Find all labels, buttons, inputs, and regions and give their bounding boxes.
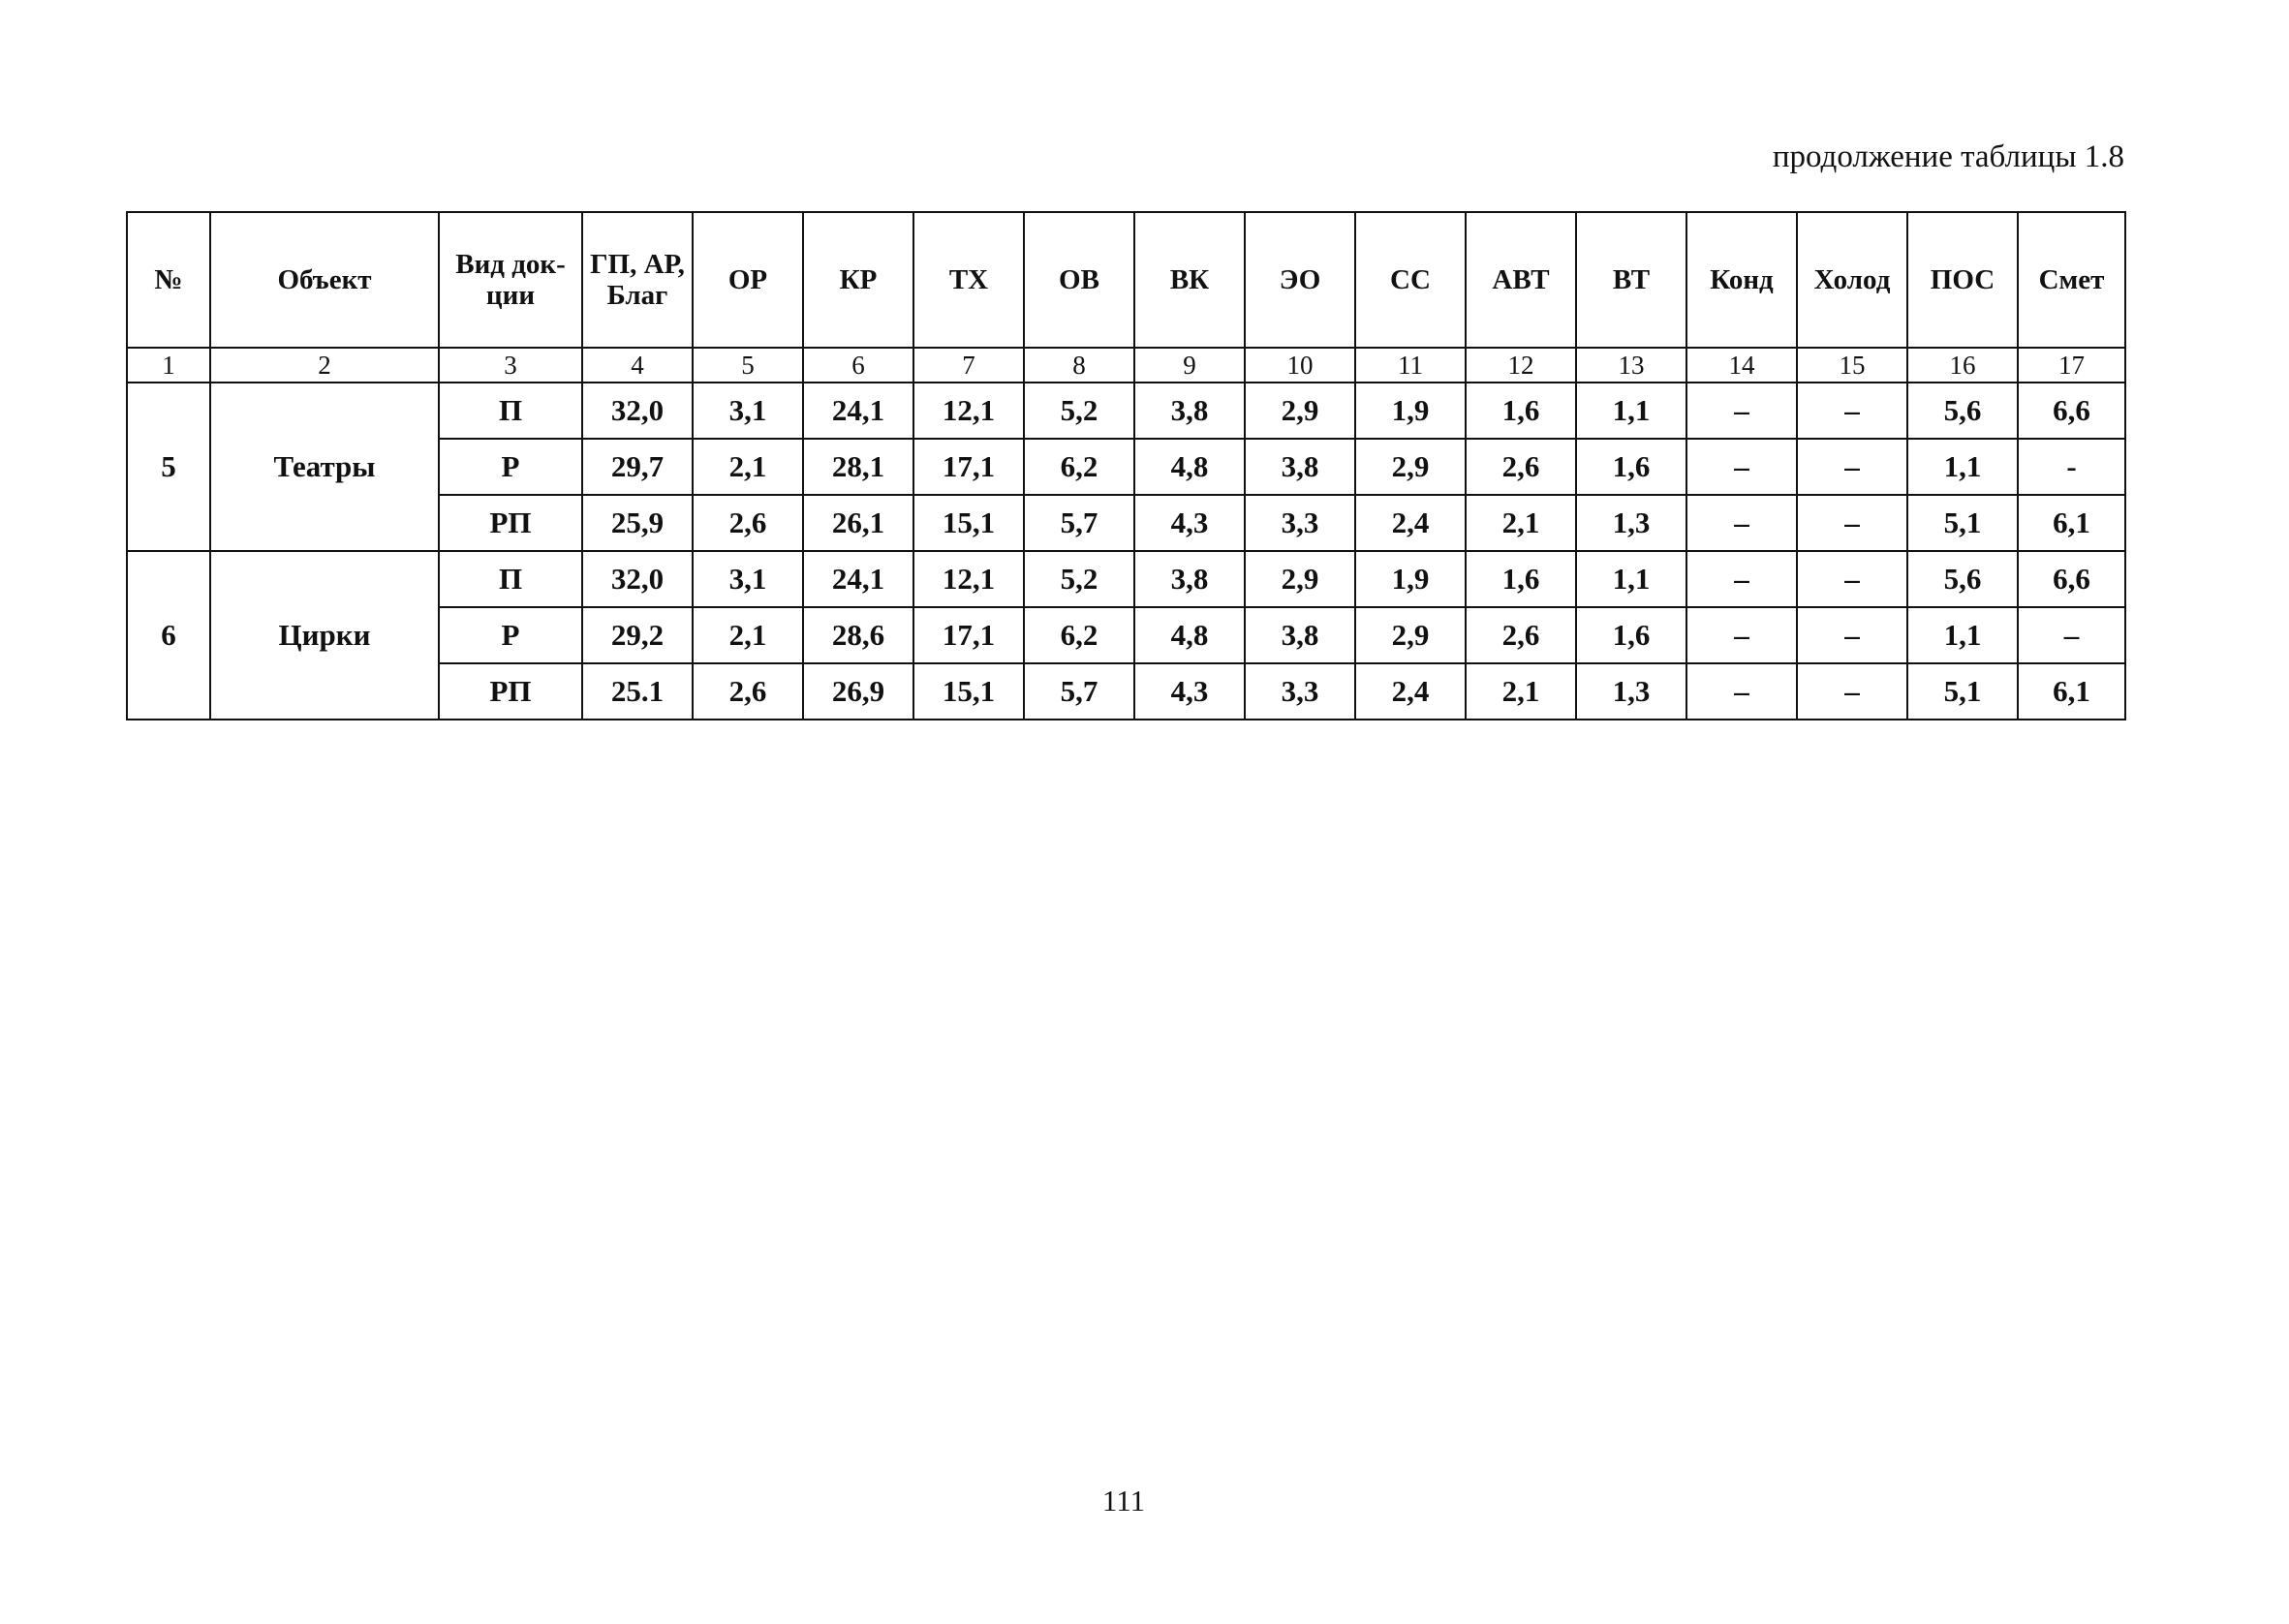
value-cell: 12,1 <box>913 551 1024 607</box>
value-cell: 1,1 <box>1907 607 2018 663</box>
header-cell: № <box>127 212 210 348</box>
header-cell: СС <box>1355 212 1466 348</box>
doc-type-cell: Р <box>439 439 582 495</box>
column-number-row <box>127 348 2125 383</box>
header-cell: ВТ <box>1576 212 1686 348</box>
value-cell: – <box>1797 663 1907 720</box>
column-number-cell: 8 <box>1024 348 1134 383</box>
value-cell: – <box>1797 495 1907 551</box>
column-number-cell: 1 <box>127 348 210 383</box>
value-cell: 1,9 <box>1355 383 1466 439</box>
value-cell: 1,6 <box>1466 551 1576 607</box>
value-cell: 1,9 <box>1355 551 1466 607</box>
page-number: 111 <box>1101 1484 1146 1517</box>
value-cell: 1,6 <box>1576 607 1686 663</box>
value-cell: 25.1 <box>582 663 693 720</box>
value-cell: 2,6 <box>693 495 803 551</box>
value-cell: - <box>2018 439 2125 495</box>
value-cell: 3,3 <box>1245 663 1355 720</box>
value-cell: – <box>1686 383 1797 439</box>
value-cell: 2,1 <box>1466 663 1576 720</box>
header-cell: ПОС <box>1907 212 2018 348</box>
value-cell: 5,1 <box>1907 495 2018 551</box>
value-cell: 28,6 <box>803 607 913 663</box>
value-cell: 3,8 <box>1134 551 1245 607</box>
column-number-cell: 7 <box>913 348 1024 383</box>
header-cell: АВТ <box>1466 212 1576 348</box>
value-cell: 1,6 <box>1466 383 1576 439</box>
header-cell: Смет <box>2018 212 2125 348</box>
column-number-cell: 17 <box>2018 348 2125 383</box>
column-number-cell: 4 <box>582 348 693 383</box>
column-number-cell: 14 <box>1686 348 1797 383</box>
value-cell: – <box>1797 383 1907 439</box>
value-cell: 6,1 <box>2018 663 2125 720</box>
header-cell: ЭО <box>1245 212 1355 348</box>
doc-type-cell: РП <box>439 663 582 720</box>
column-number-cell: 10 <box>1245 348 1355 383</box>
value-cell: – <box>1797 439 1907 495</box>
header-cell: ГП, АР, Благ <box>582 212 693 348</box>
header-cell: ТХ <box>913 212 1024 348</box>
value-cell: 29,2 <box>582 607 693 663</box>
header-cell: КР <box>803 212 913 348</box>
value-cell: 2,1 <box>1466 495 1576 551</box>
value-cell: 3,1 <box>693 551 803 607</box>
value-cell: 2,6 <box>1466 439 1576 495</box>
value-cell: 1,1 <box>1907 439 2018 495</box>
value-cell: 28,1 <box>803 439 913 495</box>
header-row <box>127 212 2125 348</box>
column-number-cell: 9 <box>1134 348 1245 383</box>
value-cell: – <box>1686 663 1797 720</box>
value-cell: 4,3 <box>1134 495 1245 551</box>
row-number-cell: 5 <box>127 383 210 551</box>
object-name-cell: Театры <box>210 383 439 551</box>
value-cell: 2,9 <box>1245 551 1355 607</box>
value-cell: – <box>1686 439 1797 495</box>
value-cell: 2,9 <box>1245 383 1355 439</box>
header-cell: ОВ <box>1024 212 1134 348</box>
value-cell: 1,3 <box>1576 663 1686 720</box>
value-cell: 29,7 <box>582 439 693 495</box>
value-cell: 15,1 <box>913 663 1024 720</box>
header-cell: Конд <box>1686 212 1797 348</box>
data-table <box>126 211 2126 720</box>
value-cell: 1,1 <box>1576 383 1686 439</box>
value-cell: 5,6 <box>1907 551 2018 607</box>
value-cell: 3,1 <box>693 383 803 439</box>
value-cell: 3,3 <box>1245 495 1355 551</box>
value-cell: 6,2 <box>1024 439 1134 495</box>
value-cell: 17,1 <box>913 439 1024 495</box>
value-cell: 5,1 <box>1907 663 2018 720</box>
value-cell: 6,1 <box>2018 495 2125 551</box>
header-cell: Объект <box>210 212 439 348</box>
value-cell: 17,1 <box>913 607 1024 663</box>
column-number-cell: 12 <box>1466 348 1576 383</box>
column-number-cell: 3 <box>439 348 582 383</box>
value-cell: 4,3 <box>1134 663 1245 720</box>
table-caption: продолжение таблицы 1.8 <box>1772 139 2124 174</box>
value-cell: 26,1 <box>803 495 913 551</box>
value-cell: 2,9 <box>1355 439 1466 495</box>
value-cell: 2,6 <box>693 663 803 720</box>
header-cell: Вид док-ции <box>439 212 582 348</box>
value-cell: – <box>1797 551 1907 607</box>
value-cell: – <box>1686 495 1797 551</box>
object-name-cell: Цирки <box>210 551 439 720</box>
value-cell: 5,7 <box>1024 495 1134 551</box>
header-cell: ВК <box>1134 212 1245 348</box>
value-cell: 3,8 <box>1134 383 1245 439</box>
value-cell: – <box>1686 607 1797 663</box>
value-cell: 5,2 <box>1024 551 1134 607</box>
doc-type-cell: РП <box>439 495 582 551</box>
column-number-cell: 13 <box>1576 348 1686 383</box>
header-cell: ОР <box>693 212 803 348</box>
value-cell: 26,9 <box>803 663 913 720</box>
value-cell: – <box>1797 607 1907 663</box>
value-cell: – <box>2018 607 2125 663</box>
doc-type-cell: Р <box>439 607 582 663</box>
doc-type-cell: П <box>439 383 582 439</box>
value-cell: 24,1 <box>803 383 913 439</box>
value-cell: 3,8 <box>1245 607 1355 663</box>
value-cell: – <box>1686 551 1797 607</box>
value-cell: 12,1 <box>913 383 1024 439</box>
value-cell: 4,8 <box>1134 439 1245 495</box>
value-cell: 2,9 <box>1355 607 1466 663</box>
value-cell: 1,6 <box>1576 439 1686 495</box>
value-cell: 6,2 <box>1024 607 1134 663</box>
value-cell: 2,1 <box>693 607 803 663</box>
value-cell: 24,1 <box>803 551 913 607</box>
value-cell: 1,1 <box>1576 551 1686 607</box>
column-number-cell: 16 <box>1907 348 2018 383</box>
value-cell: 3,8 <box>1245 439 1355 495</box>
table-row <box>127 383 2125 439</box>
value-cell: 5,6 <box>1907 383 2018 439</box>
value-cell: 2,4 <box>1355 663 1466 720</box>
value-cell: 4,8 <box>1134 607 1245 663</box>
value-cell: 6,6 <box>2018 551 2125 607</box>
value-cell: 2,1 <box>693 439 803 495</box>
column-number-cell: 6 <box>803 348 913 383</box>
row-number-cell: 6 <box>127 551 210 720</box>
value-cell: 2,6 <box>1466 607 1576 663</box>
value-cell: 32,0 <box>582 383 693 439</box>
doc-type-cell: П <box>439 551 582 607</box>
value-cell: 2,4 <box>1355 495 1466 551</box>
column-number-cell: 11 <box>1355 348 1466 383</box>
value-cell: 1,3 <box>1576 495 1686 551</box>
column-number-cell: 2 <box>210 348 439 383</box>
header-cell: Холод <box>1797 212 1907 348</box>
value-cell: 5,2 <box>1024 383 1134 439</box>
value-cell: 5,7 <box>1024 663 1134 720</box>
value-cell: 6,6 <box>2018 383 2125 439</box>
value-cell: 32,0 <box>582 551 693 607</box>
column-number-cell: 15 <box>1797 348 1907 383</box>
value-cell: 25,9 <box>582 495 693 551</box>
column-number-cell: 5 <box>693 348 803 383</box>
table-row <box>127 551 2125 607</box>
value-cell: 15,1 <box>913 495 1024 551</box>
